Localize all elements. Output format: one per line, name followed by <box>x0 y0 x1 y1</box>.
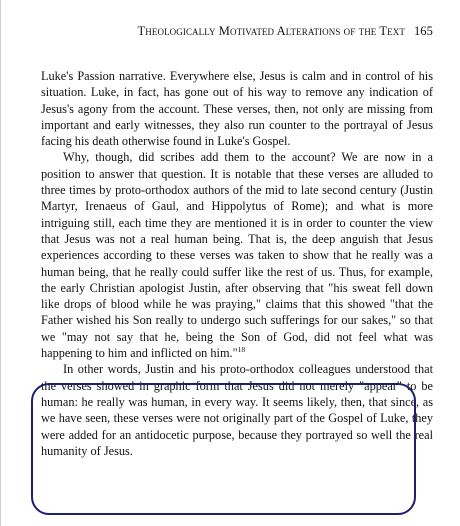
running-title: Theologically Motivated Alterations of the Text <box>137 24 405 38</box>
paragraph-3: In other words, Justin and his proto-orthodox colleagues understood that the verses showed in graphic form that Jesus did not merely "appear" to be human: he really was human, in every way. It seems likely, then, that since, as we have seen, these verses were not originally part of the Gospel of Luke, they were added for an antidocetic purpose, because they portrayed so well the real humanity of Jesus. <box>41 362 433 458</box>
page-number: 165 <box>413 24 433 38</box>
paragraph-1: Luke's Passion narrative. Everywhere else, Jesus is calm and in control of his situation. Luke, in fact, has gone out of his way to remove any indication of Jesus's agony from the account. These verses, then, not only are missing from important and early witnesses, they also run counter to the portrayal of Jesus facing his death otherwise found in Luke's Gospel. <box>41 69 433 149</box>
footnote-marker: 18 <box>237 344 246 354</box>
paragraph-2-text: Why, though, did scribes add them to the account? We are now in a position to answer that question. It is notable that these verses are alluded to three times by proto-orthodox authors of the mid to late second century (Justin Martyr, Irenaeus of Gaul, and Hippolytus of Rome); and what is more intriguing still, each time they are mentioned it is in order to counter the view that Jesus was not a real human being. That is, the deep anguish that Jesus experiences according to these verses was taken to show that he really was a human being, that he really could suffer like the rest of us. Thus, for example, the early Christian apologist Justin, after observing that "his sweat fell down like drops of blood while he was praying," claims that this showed "that the Father wished his Son really to undergo such sufferings for our sakes," so that we "may not say that he, being the Son of God, did not feel what was happening to him and inflicted on him." <box>41 150 433 361</box>
paragraph-2 <box>41 149 433 361</box>
highlight-annotation-box <box>31 383 416 515</box>
running-head <box>41 24 433 42</box>
